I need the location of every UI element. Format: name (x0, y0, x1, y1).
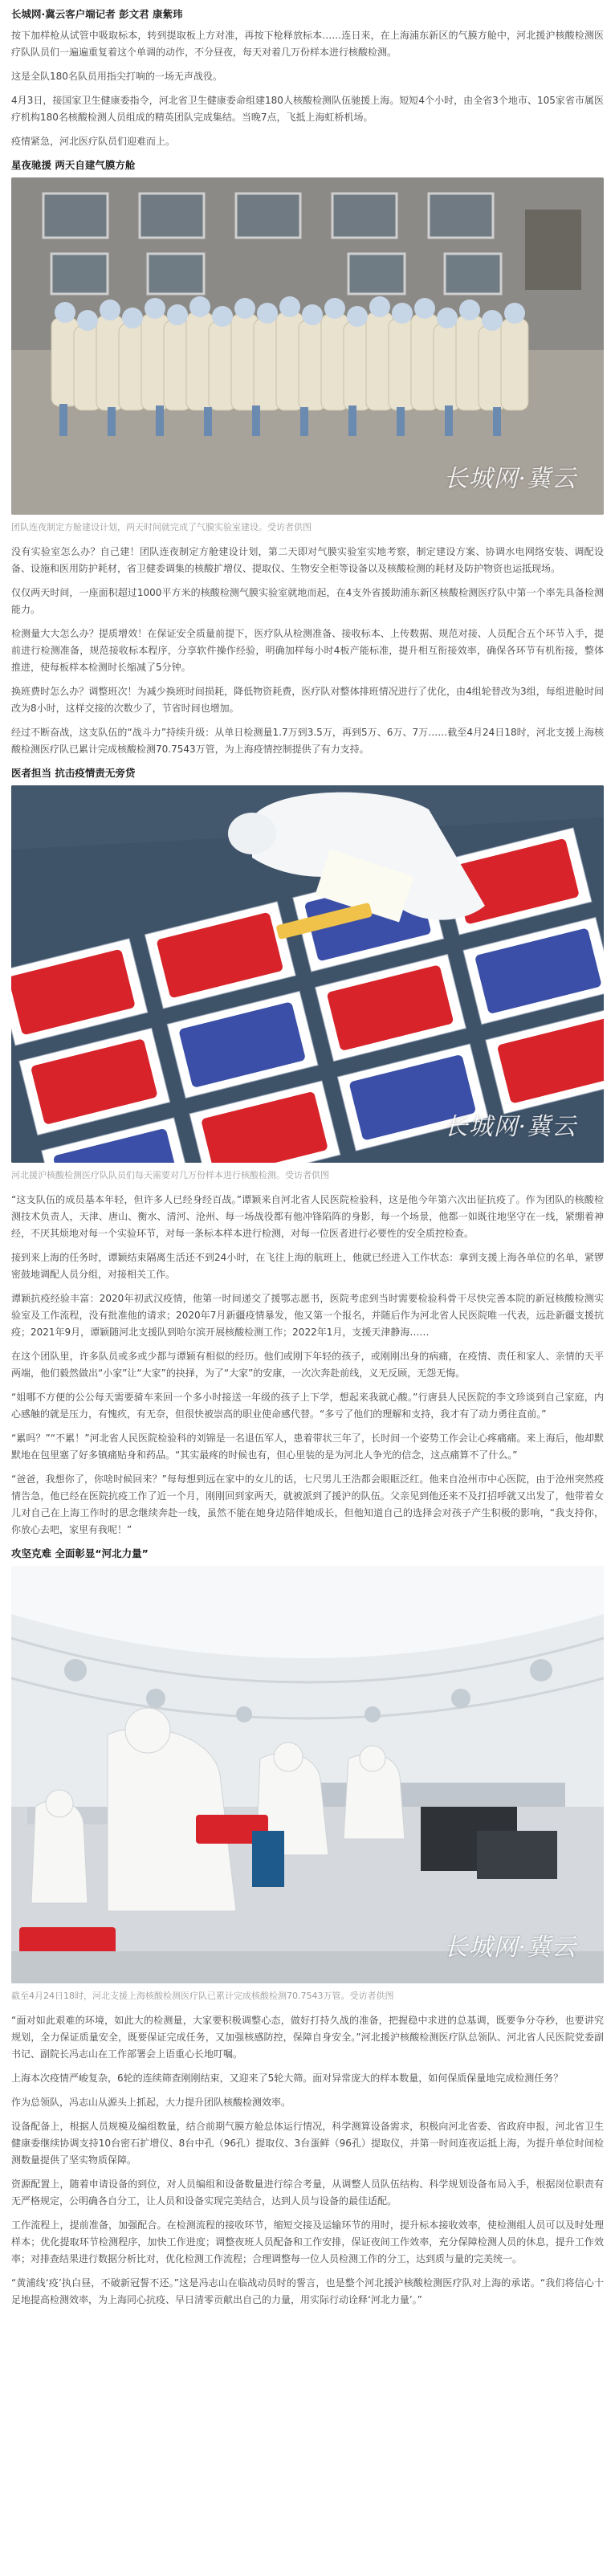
body-paragraph: 工作流程上，提前准备，加强配合。在检测流程的接收环节，缩短交接及运输环节的用时，提升标本接收效率，使检测组人员可以及时处理样本；优化提取环节检测程序，加快工作进度；调整夜班人员配备和工作安排，保证夜间工作效率，充分保障检测人员的休息，提升工作效率；对排查结果进行数据分析比对，优化检测工作流程；合理调整每一位人员检测工作的分工，达到质与量的完美统一。 (11, 2219, 604, 2264)
body-paragraph: 仅仅两天时间，一座面积超过1000平方米的核酸检测气膜实验室就地而起，在4支外省援助浦东新区核酸检测医疗队中第一个率先具备检测能力。 (11, 587, 604, 615)
body-paragraph: 谭颖抗疫经验丰富：2020年初武汉疫情，他第一时间递交了援鄂志愿书，医院考虑到当时需要检验科骨干尽快完善本院的新冠核酸检测实验室及工作流程，没有批准他的请求；2020年7月新疆疫情暴发，他又第一个报名，并随后作为河北省人民医院唯一代表，远赴新疆支援抗疫；2021年9月，谭颖随河北支援队到哈尔滨开展核酸检测工作；2022年1月，支援天津静海…… (11, 1293, 604, 1338)
sample-testing-photo (11, 785, 604, 1163)
body-paragraph: “姐哪不方便的公公每天需要骑车来回一个多小时接送一年级的孩子上下学，想起来我就心酸。”行唐县人民医院的李文珍谈到自己家庭，内心感触的就是压力，有愧疚，有无奈，但很快被崇高的职业使命感代替。“多亏了他们的理解和支持，我才有了动力勇往直前。” (11, 1392, 604, 1420)
body-paragraph: 在这个团队里，许多队员或多或少都与谭颖有相似的经历。他们或刚下年轻的孩子，或刚刚出身的病痛，在疫情、责任和家人、亲情的天平两端，他们毅然做出“小家”让“大家”的抉择，为了“大家”的安康，一次次奔赴前线，义无反顾，无怨无悔。 (11, 1351, 604, 1379)
byline: 长城网·冀云客户端记者 彭文君 康紫玮 (11, 8, 183, 20)
team-group-photo (11, 177, 604, 515)
body-paragraph: 经过不断奋战，这支队伍的“战斗力”持续升级：从单日检测量1.7万到3.5万，再到5万、6万、7万……截至4月24日18时，河北支援上海核酸检测医疗队已累计完成核酸检测70.7543万管，为上海疫情控制提供了有力支持。 (11, 727, 604, 755)
body-paragraph: 资源配置上，随着申请设备的到位，对人员编组和设备数量进行综合考量，从调整人员队伍结构、科学规划设备布局入手，根据岗位职责有无严格规定，公明确各自分工，让人员和设备实现完美结合，达到人员与设备的最佳适配。 (11, 2179, 604, 2207)
photo-caption: 截至4月24日18时，河北支援上海核酸检测医疗队已累计完成核酸检测70.7543万管。受访者供图 (11, 1991, 394, 2001)
photo-caption: 河北援沪核酸检测医疗队队员们每天需要对几万份样本进行核酸检测。受访者供图 (11, 1170, 329, 1180)
intro-paragraph: 疫情紧急，河北医疗队员们迎难而上。 (11, 136, 176, 147)
body-paragraph: 作为总领队，冯志山从源头上抓起，大力提升团队核酸检测效率。 (11, 2097, 291, 2108)
body-paragraph: “累吗？”“不累！”河北省人民医院检验科的刘锦是一名退伍军人，患着带状三年了，长时间一个姿势工作会让心疼痛痛。来上海后，他却默默地在包里塞了好多镇痛贴身和药品。“其实最疼的时候也有，但心里装的是为河北人争光的信念，这点痛算不了什么。” (11, 1433, 604, 1461)
section-title-3: 攻坚克难 全面彰显“河北力量” (11, 1547, 149, 1559)
body-paragraph: 没有实验室怎么办？自己建！团队连夜制定方舱建设计划，第二天即对气膜实验室实地考察，制定建设方案、协调水电网络安装、调配设备、设施和医用防护耗材，省卫健委调集的核酸扩增仪、提取仪、生物安全柜等设备以及核酸检测的耗材及防护物资也运抵现场。 (11, 546, 604, 574)
body-paragraph: 换班费时怎么办？调整班次！为减少换班时间损耗，降低物资耗费，医疗队对整体排班情况进行了优化，由4组轮替改为3组，每组进舱时间改为8小时，这样交接的次数少了，节省时间也增加。 (11, 686, 604, 714)
photo-caption: 团队连夜制定方舱建设计划，两天时间就完成了气膜实验室建设。受访者供图 (11, 522, 312, 532)
body-paragraph: 接到来上海的任务时，谭颖结束隔离生活还不到24小时，在飞往上海的航班上，他就已经进入工作状态：拿到支援上海各单位的名单，紧锣密鼓地调配人员分组，对接相关工作。 (11, 1252, 604, 1280)
section-title-1: 星夜驰援 两天自建气膜方舱 (11, 159, 136, 171)
photo-watermark: 长城网·冀云 (443, 465, 576, 493)
body-paragraph: 上海本次疫情严峻复杂，6轮的连续筛查刚刚结束，又迎来了5轮大筛。面对异常庞大的样本数量，如何保质保量地完成检测任务？ (11, 2073, 564, 2084)
air-membrane-lab-photo (11, 1566, 604, 1983)
body-paragraph: 设备配备上，根据人员规模及编组数量，结合前期气膜方舱总体运行情况，科学测算设备需求，积极向河北省委、省政府申报，河北省卫生健康委继续协调支持10台密石扩增仪、8台中孔（96孔）提取仪、3台蛋鲜（96孔）提取仪，并第一时间连夜运抵上海，为提升单位时间检测数量提供了坚实物质保障。 (11, 2121, 604, 2166)
photo-watermark: 长城网·冀云 (443, 1934, 576, 1962)
body-paragraph: “黄浦线‘疫’执白昼，不破新冠誓不还。”这是冯志山在临战动员时的誓言，也是整个河北援沪核酸检测医疗队对上海的承诺。“我们将信心十足地提高检测效率，为上海同心抗疫、早日清零贡献出自己的力量，用实际行动诠释‘河北力量’。” (11, 2277, 604, 2305)
body-paragraph: “面对如此艰难的环境，如此大的检测量，大家要积极调整心态，做好打持久战的准备，把握稳中求进的总基调，既要争分夺秒，也要讲究规划，全力保证质量安全，既要保证完成任务，又加强核感防控，保障自身安全。”河北援沪核酸检测医疗队总领队、河北省人民医院党委副书记、副院长冯志山在工作部署会上语重心长地叮嘱。 (11, 2015, 604, 2060)
section-title-2: 医者担当 抗击疫情责无旁贷 (11, 767, 136, 779)
body-paragraph: “这支队伍的成员基本年轻，但许多人已经身经百战。”谭颖来自河北省人民医院检验科，这是他今年第六次出征抗疫了。作为团队的核酸检测技术负责人，天津、唐山、衡水、清河、沧州、每一场战役都有他冲锋陷阵的身影，每一个场景，他都一如既往地坚守在一线，紧绷着神经，不厌其烦地对每一个实验环节，对每一条标本样本进行检测，对每一位医者进行必要性的安全质控检查。 (11, 1194, 604, 1239)
photo-watermark: 长城网·冀云 (443, 1113, 576, 1141)
body-paragraph: “爸爸，我想你了，你啥时候回来？”每每想到远在家中的女儿的话，七尺男儿王浩都会眼眶泛红。他来自沧州市中心医院，由于沧州突然疫情告急，他已经在医院抗疫工作了近一个月，刚刚回到家两天，就被派到了援沪的队伍。父亲见到他还来不及打招呼就又出发了，他带着女儿对自己在上海工作时的思念继续奔赴一线，虽然不能在她身边陪伴她成长，但他知道自己的选择会对孩子产生积极的影响，“我支持你，你放心去吧，家里有我呢！” (11, 1473, 604, 1535)
intro-paragraph: 按下加样枪从试管中吸取标本，转到提取板上方对准，再按下枪释放标本……连日来，在上海浦东新区的气膜方舱中，河北援沪核酸检测医疗队队员们一遍遍重复着这个单调的动作，不分昼夜，每天对着几万份样本进行核酸检测。 (11, 30, 604, 58)
body-paragraph: 检测量大大怎么办？提质增效！在保证安全质量前提下，医疗队从检测准备、接收标本、上传数据、规范对接、人员配合五个环节入手，提前进行检测准备，规范接收标本程序，分享软件操作经验，明确加样每小时4板产能标准，提升相互衔接效率，确保各环节有机衔接，整体推进，使每板样本检测时长缩减了5分钟。 (11, 628, 604, 673)
intro-paragraph: 这是全队180名队员用指尖打响的一场无声战役。 (11, 71, 222, 82)
intro-paragraph: 4月3日，接国家卫生健康委指令，河北省卫生健康委命组建180人核酸检测队伍驰援上海。短短4个小时，由全省3个地市、105家省市属医疗机构180名核酸检测人员组成的精英团队完成集结。当晚7点，飞抵上海虹桥机场。 (11, 95, 604, 123)
